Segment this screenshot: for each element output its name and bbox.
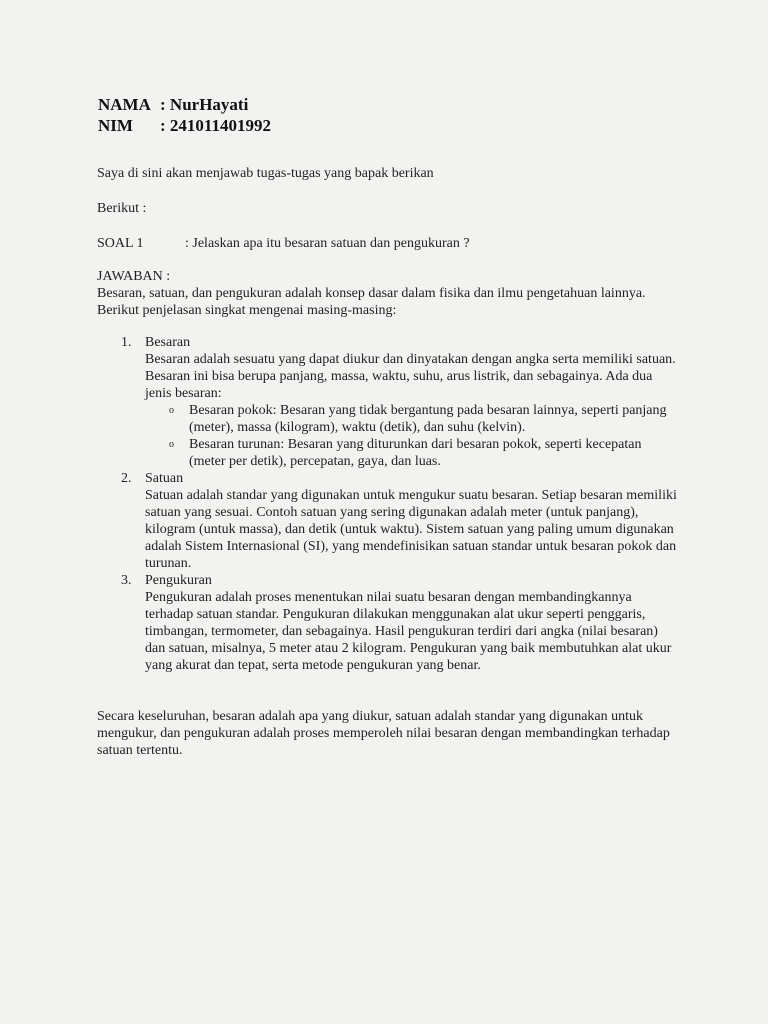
- opening-line: Saya di sini akan menjawab tugas-tugas yang bapak berikan: [97, 166, 434, 181]
- list-item-pengukuran: [121, 572, 681, 674]
- soal-line: [97, 235, 470, 252]
- nim-value: : 241011401992: [160, 116, 271, 135]
- sub-bullet-text: Besaran pokok: Besaran yang tidak bergantung pada besaran lainnya, seperti panjang (meter), massa (kilogram), waktu (detik), dan suhu (kelvin).: [189, 403, 667, 435]
- item-title: Satuan: [145, 471, 184, 486]
- item-number: 3.: [121, 573, 132, 588]
- sub-bullet-item: [145, 436, 681, 470]
- list-item-besaran: [121, 334, 681, 470]
- item-number: 2.: [121, 471, 132, 486]
- nim-label: NIM: [98, 116, 133, 135]
- berikut-label: Berikut :: [97, 201, 147, 216]
- conclusion-paragraph: Secara keseluruhan, besaran adalah apa yang diukur, satuan adalah standar yang digunakan untuk mengukur, dan pengukuran adalah proses memperoleh nilai besaran dengan membandingkan terhadap satuan tertentu.: [97, 709, 670, 758]
- student-header: [98, 94, 271, 136]
- sub-bullet-item: [145, 402, 681, 436]
- sub-bullet-text: Besaran turunan: Besaran yang diturunkan dari besaran pokok, seperti kecepatan (meter per detik), percepatan, gaya, dan luas.: [189, 437, 642, 469]
- list-item-satuan: [121, 470, 681, 572]
- item-text: Besaran adalah sesuatu yang dapat diukur dan dinyatakan dengan angka serta memiliki satuan. Besaran ini bisa berupa panjang, massa, waktu, suhu, arus listrik, dan sebagainya. Ada dua jenis besaran:: [145, 352, 676, 401]
- item-number: 1.: [121, 335, 132, 350]
- jawaban-intro: Besaran, satuan, dan pengukuran adalah konsep dasar dalam fisika dan ilmu pengetahuan lainnya. Berikut penjelasan singkat mengenai masing-masing:: [97, 286, 646, 318]
- nama-row: [98, 94, 271, 115]
- soal-question: : Jelaskan apa itu besaran satuan dan pengukuran ?: [185, 236, 470, 251]
- answer-list: [121, 334, 681, 674]
- item-title: Pengukuran: [145, 573, 212, 588]
- nim-row: [98, 115, 271, 136]
- item-text: Satuan adalah standar yang digunakan untuk mengukur suatu besaran. Setiap besaran memiliki satuan yang sesuai. Contoh satuan yang sering digunakan adalah meter (untuk panjang), kilogram (untuk massa), dan detik (untuk waktu). Sistem satuan yang paling umum digunakan adalah Sistem Internasional (SI), yang mendefinisikan satuan standar untuk besaran pokok dan turunan.: [145, 488, 677, 571]
- item-text: Pengukuran adalah proses menentukan nilai suatu besaran dengan membandingkannya terhadap satuan standar. Pengukuran dilakukan menggunakan alat ukur seperti penggaris, timbangan, termometer, dan sebagainya. Hasil pengukuran terdiri dari angka (nilai besaran) dan satuan, misalnya, 5 meter atau 2 kilogram. Pengukuran yang baik membutuhkan alat ukur yang akurat dan tepat, serta metode pengukuran yang benar.: [145, 590, 672, 673]
- nama-label: NAMA: [98, 95, 151, 114]
- soal-label: SOAL 1: [97, 236, 144, 251]
- jawaban-label: JAWABAN :: [97, 269, 171, 284]
- bullet-icon: o: [169, 405, 174, 416]
- item-title: Besaran: [145, 335, 191, 350]
- bullet-icon: o: [169, 439, 174, 450]
- nama-value: : NurHayati: [160, 95, 249, 114]
